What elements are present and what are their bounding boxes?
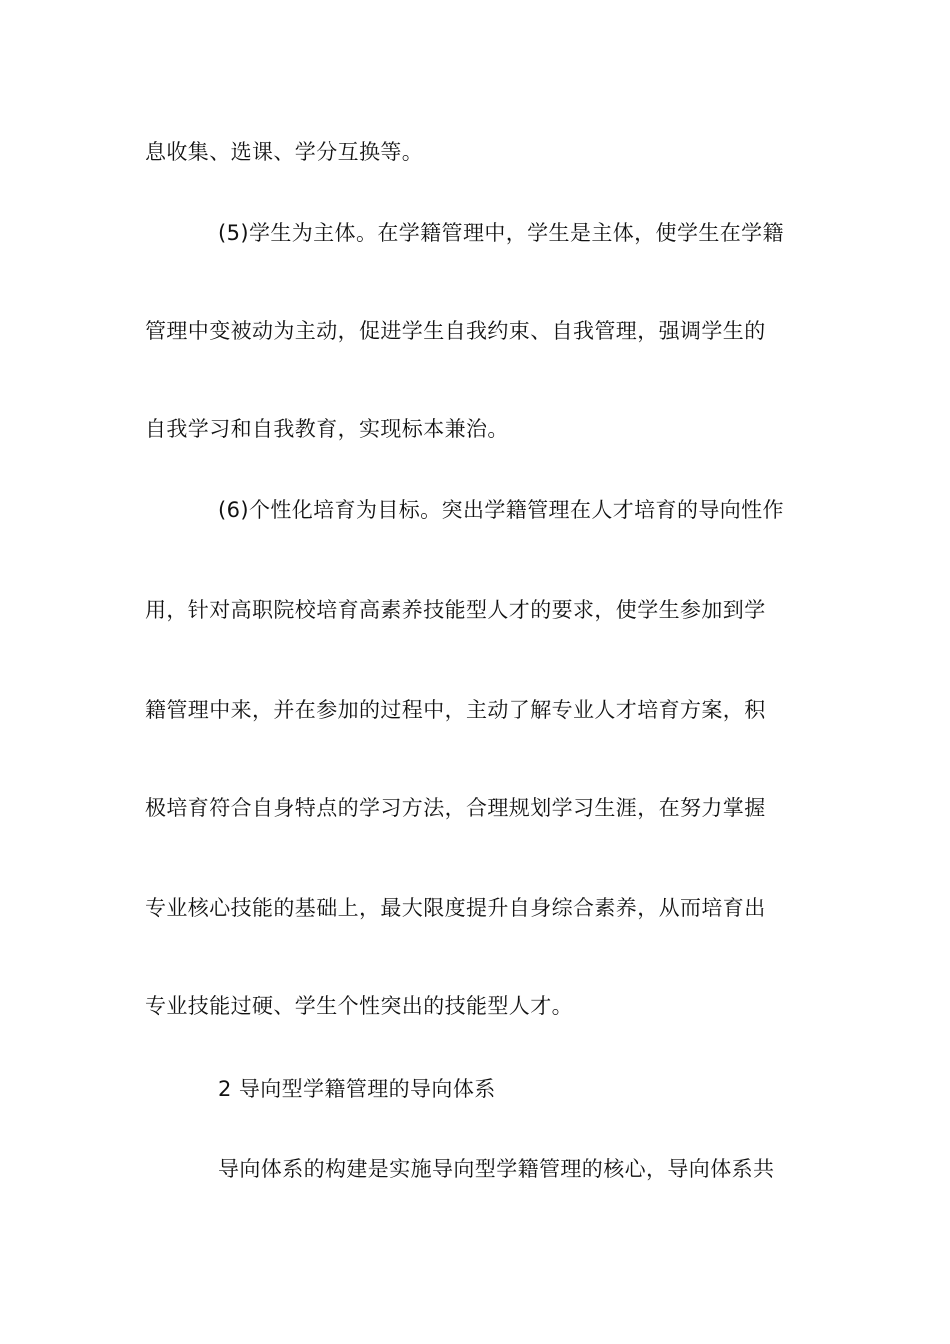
paragraph-line: (6)个性化培育为目标。突出学籍管理在人才培育的导向性作 (218, 498, 784, 522)
paragraph-line: 专业核心技能的基础上，最大限度提升自身综合素养，从而培育出 (145, 896, 766, 920)
paragraph-line: 专业技能过硬、学生个性突出的技能型人才。 (145, 994, 573, 1018)
paragraph-line: 自我学习和自我教育，实现标本兼治。 (145, 417, 509, 441)
paragraph-line: 极培育符合自身特点的学习方法，合理规划学习生涯，在努力掌握 (145, 796, 766, 820)
paragraph-line: 息收集、选课、学分互换等。 (145, 140, 424, 164)
paragraph-line: 管理中变被动为主动，促进学生自我约束、自我管理，强调学生的 (145, 319, 766, 343)
paragraph-line: 导向体系的构建是实施导向型学籍管理的核心，导向体系共 (218, 1157, 775, 1181)
paragraph-line: 用，针对高职院校培育高素养技能型人才的要求，使学生参加到学 (145, 598, 766, 622)
paragraph-line: (5)学生为主体。在学籍管理中，学生是主体，使学生在学籍 (218, 221, 784, 245)
section-heading: 2 导向型学籍管理的导向体系 (218, 1077, 496, 1101)
paragraph-line: 籍管理中来，并在参加的过程中，主动了解专业人才培育方案，积 (145, 698, 766, 722)
